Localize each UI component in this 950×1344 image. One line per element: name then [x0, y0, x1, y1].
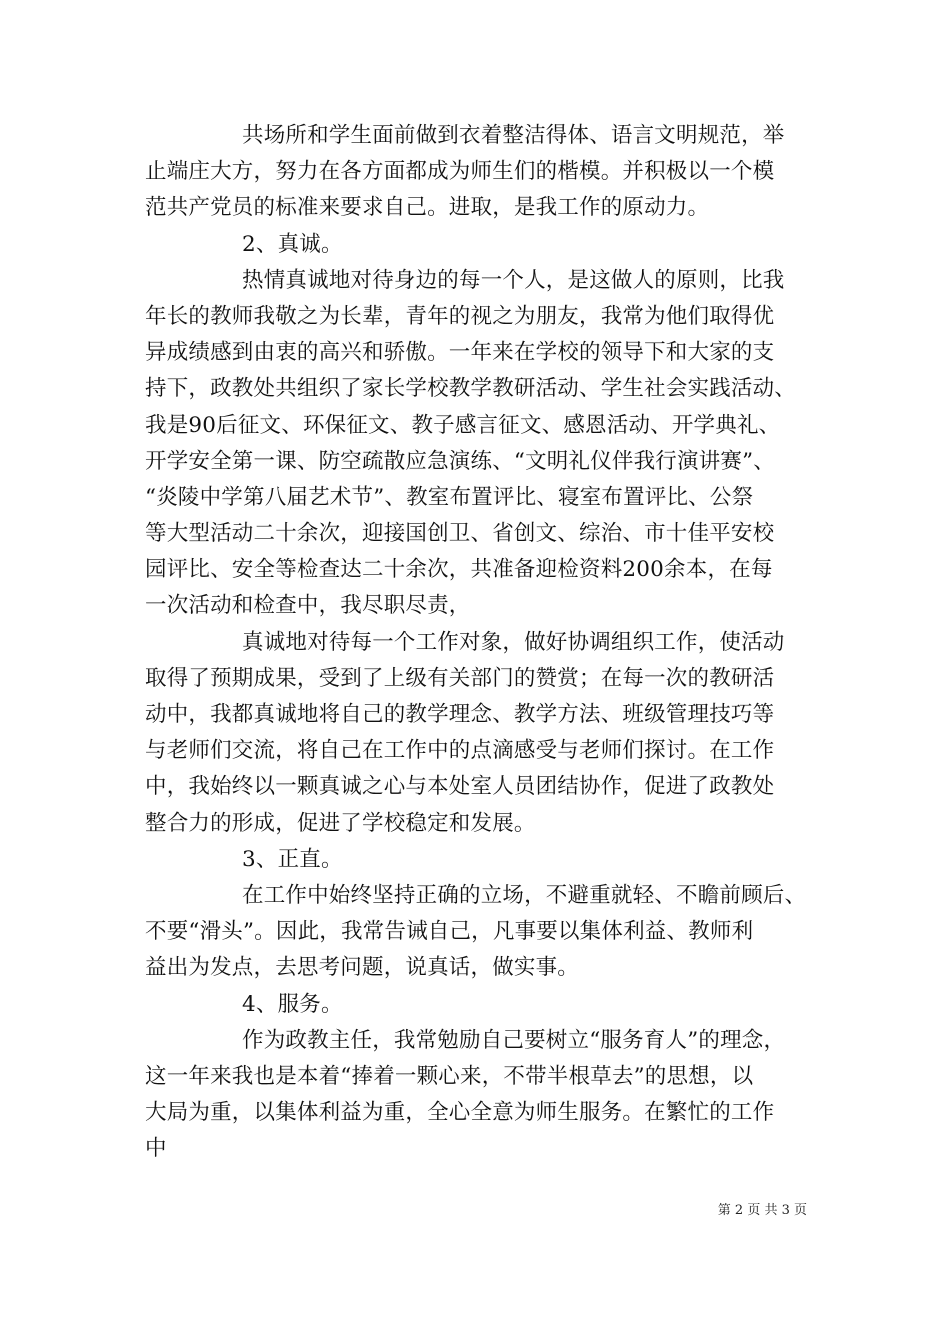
text-line: 与老师们交流，将自己在工作中的点滴感受与老师们探讨。在工作	[145, 738, 775, 764]
text-line: 共场所和学生面前做到衣着整洁得体、语言文明规范，举	[242, 123, 785, 148]
text-line: 持下，政教处共组织了家长学校教学教研活动、学生社会实践活动、	[145, 376, 797, 402]
text-line: 真诚地对待每一个工作对象，做好协调组织工作，使活动	[242, 629, 785, 655]
text-line: 一次活动和检查中，我尽职尽责，	[145, 593, 471, 619]
text-line: 不要“滑头”。因此，我常告诫自己，凡事要以集体利益、教师利	[145, 919, 754, 945]
text-line: 取得了预期成果，受到了上级有关部门的赞赏；在每一次的教研活	[145, 665, 775, 691]
text-line: 止端庄大方，努力在各方面都成为师生们的楷模。并积极以一个模	[145, 159, 775, 185]
text-line: 在工作中始终坚持正确的立场，不避重就轻、不瞻前顾后、	[242, 882, 807, 908]
text-line: “炎陵中学第八届艺术节”、教室布置评比、寝室布置评比、公祭	[145, 484, 754, 510]
section-heading: 2、真诚。	[242, 231, 343, 257]
text-line: 动中，我都真诚地将自己的教学理念、教学方法、班级管理技巧等	[145, 702, 775, 727]
text-line: 异成绩感到由衷的高兴和骄傲。一年来在学校的领导下和大家的支	[145, 340, 775, 366]
text-line: 益出为发点，去思考问题，说真话，做实事。	[145, 955, 580, 981]
text-line: 整合力的形成，促进了学校稳定和发展。	[145, 810, 536, 836]
text-line: 热情真诚地对待身边的每一个人，是这做人的原则，比我	[242, 267, 785, 293]
text-line: 中，我始终以一颗真诚之心与本处室人员团结协作，促进了政教处	[145, 774, 775, 800]
section-heading: 3、正直。	[242, 846, 343, 872]
text-line: 中	[145, 1136, 167, 1162]
text-line: 这一年来我也是本着“捧着一颗心来，不带半根草去”的思想，以	[145, 1063, 754, 1089]
body-text	[145, 118, 815, 1167]
text-line: 等大型活动二十余次，迎接国创卫、省创文、综治、市十佳平安校	[145, 521, 775, 547]
text-line: 开学安全第一课、防空疏散应急演练、“文明礼仪伴我行演讲赛”、	[145, 448, 775, 474]
text-line: 大局为重，以集体利益为重，全心全意为师生服务。在繁忙的工作	[145, 1100, 775, 1126]
text-line: 作为政教主任，我常勉励自己要树立“服务育人”的理念，	[242, 1027, 786, 1053]
text-line: 范共产党员的标准来要求自己。进取，是我工作的原动力。	[145, 195, 710, 221]
text-line: 园评比、安全等检查达二十余次，共准备迎检资料200余本，在每	[145, 557, 773, 583]
section-heading: 4、服务。	[242, 991, 343, 1017]
page-number-footer: 第 2 页 共 3 页	[717, 1203, 807, 1218]
text-line: 我是90后征文、环保征文、教子感言征文、感恩活动、开学典礼、	[145, 412, 781, 438]
text-line: 年长的教师我敬之为长辈，青年的视之为朋友，我常为他们取得优	[145, 303, 775, 329]
